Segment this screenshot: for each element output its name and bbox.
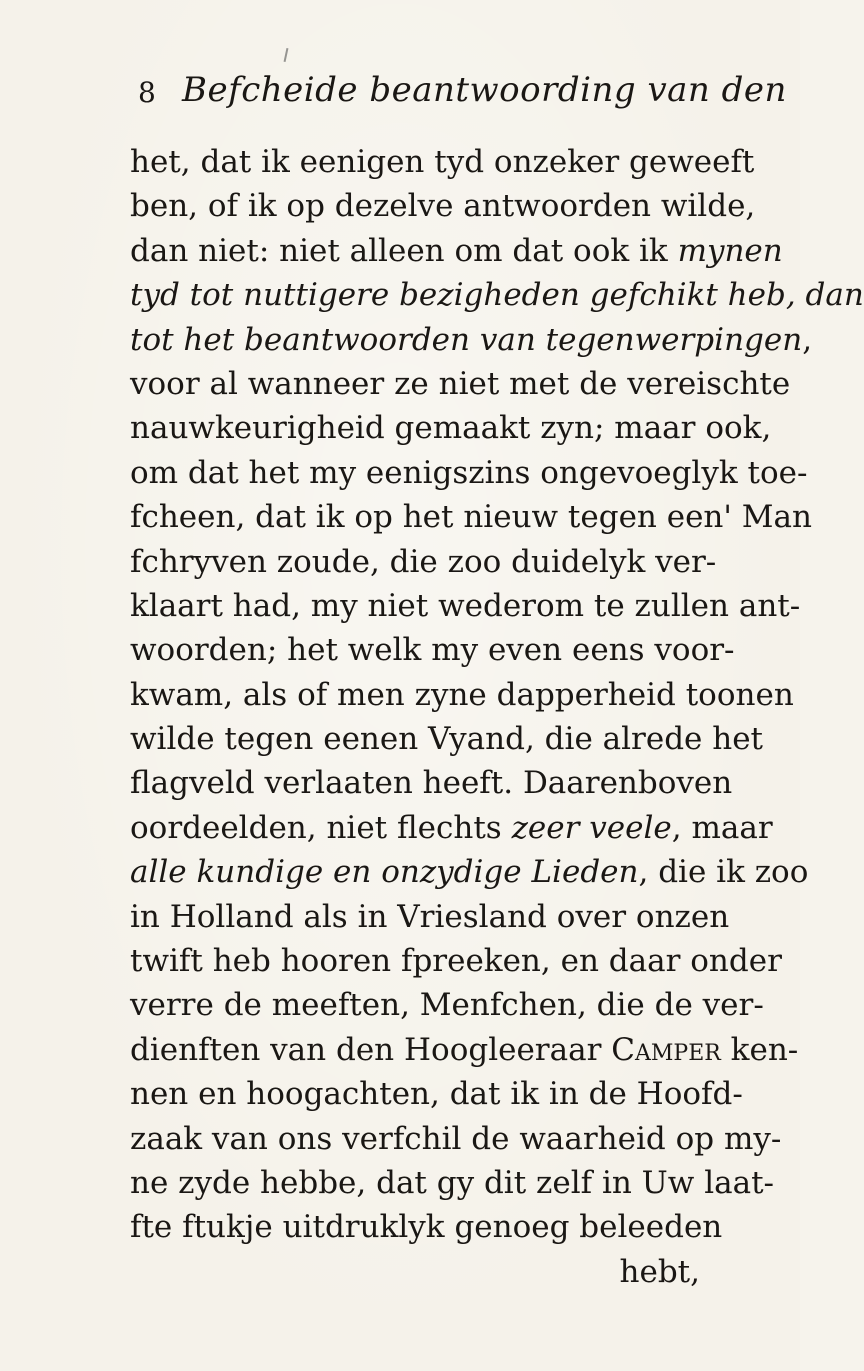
ink-mark [284,48,289,62]
text-line: kwam, als of men zyne dapperheid toonen [130,676,794,713]
text-line: klaart had, my niet wederom te zullen ant- [130,587,801,624]
text-line: ben, of ik op dezelve antwoorden wilde, [130,188,756,225]
text-line [130,229,783,273]
text-span: ken- [720,1031,799,1068]
page-number: 8 [138,76,157,109]
text-line: fte ftukje uitdruklyk genoeg beleeden [130,1209,723,1246]
text-line [130,806,773,850]
text-span: dienften van den Hoogleeraar [130,1031,612,1068]
text-span: , [802,321,813,358]
text-line: om dat het my eenigszins ongevoeglyk toe- [130,454,808,491]
text-line: fcheen, dat ik op het nieuw tegen een' Man [130,499,812,536]
text-line: in Holland als in Vriesland over onzen [130,898,730,935]
text-line [130,1028,799,1072]
text-line: woorden; het welk my even eens voor- [130,632,735,669]
italic-span: zeer veele [511,809,672,846]
body-text [130,140,864,1294]
text-line: twift heb hooren fpreeken, en daar onder [130,943,782,980]
italic-span: mynen [677,232,783,269]
small-caps-span: Camper [611,1031,721,1068]
italic-span: alle kundige en onzydige Lieden [130,854,639,891]
text-span: , die ik zoo [638,854,809,891]
text-line: fchryven zoude, die zoo duidelyk ver- [130,543,717,580]
text-span: dan niet: niet alleen om dat ook ik [130,232,678,269]
text-line: flagveld verlaaten heeft. Daarenboven [130,765,733,802]
running-title: Befcheide beantwoording van den [182,70,787,110]
text-span: , maar [671,809,773,846]
text-line-catchword: hebt, [619,1253,700,1290]
text-line: voor al wanneer ze niet met de vereischte [130,365,791,402]
text-line: nen en hoogachten, dat ik in de Hoofd- [130,1076,743,1113]
text-line [130,318,813,362]
page-header [138,70,787,120]
text-line: verre de meeften, Menfchen, die de ver- [130,987,764,1024]
text-line: het, dat ik eenigen tyd onzeker geweeft [130,144,755,180]
text-line: tyd tot nuttigere bezigheden gefchikt heb, dan [130,277,864,314]
text-line: wilde tegen eenen Vyand, die alrede het [130,721,764,758]
italic-span: tot het beantwoorden van tegenwerpingen [130,321,803,358]
text-line [130,850,809,894]
text-line: nauwkeurigheid gemaakt zyn; maar ook, [130,410,772,447]
text-span: oordeelden, niet flechts [130,809,512,846]
text-line: zaak van ons verfchil de waarheid op my- [130,1120,782,1157]
text-line: ne zyde hebbe, dat gy dit zelf in Uw laat- [130,1164,775,1201]
